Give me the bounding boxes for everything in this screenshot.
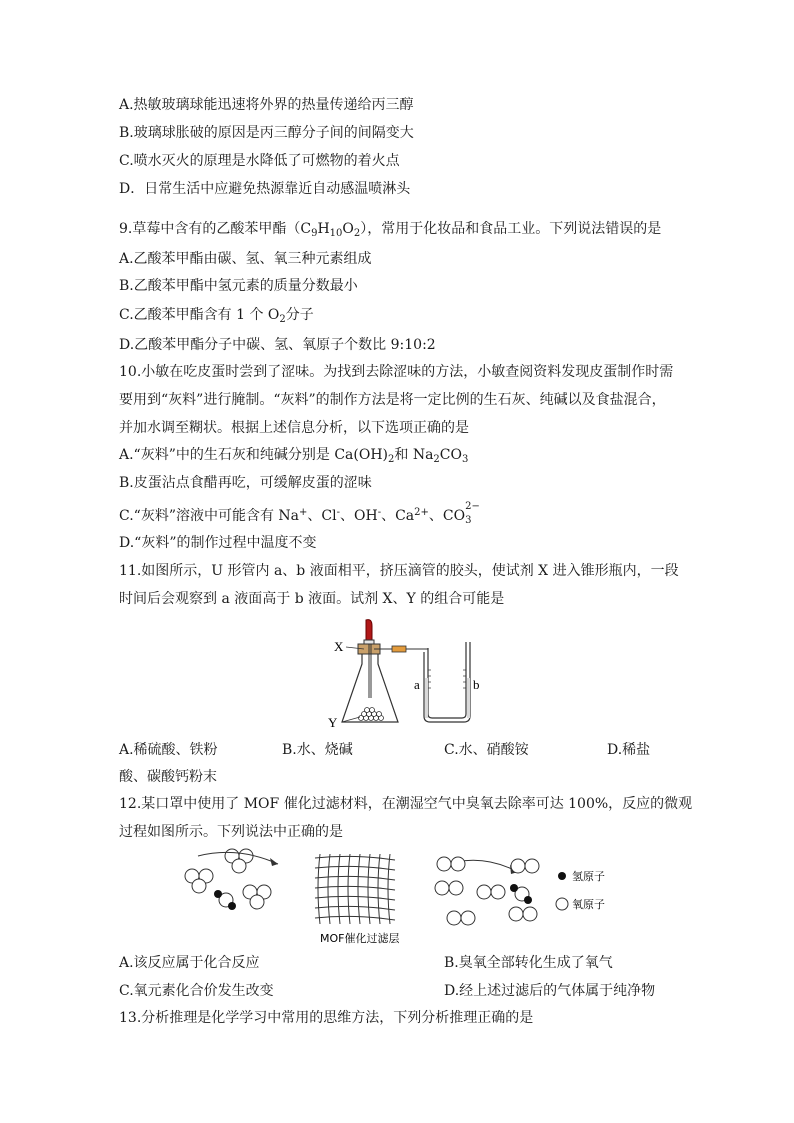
q9-option-c: C.乙酸苯甲酯含有 1 个 $O_2$分子	[119, 307, 314, 325]
q11-option-d: D.稀盐	[607, 742, 651, 758]
dropper-bulb	[366, 620, 372, 640]
legend-o-icon	[556, 898, 568, 910]
q9-option-a: A.乙酸苯甲酯由碳、氢、氧三种元素组成	[119, 251, 372, 267]
water-molecule-right	[510, 884, 532, 904]
q13-stem: 13.分析推理是化学学习中常用的思维方法，下列分析推理正确的是	[119, 1010, 534, 1026]
q10-stem-line3: 并加水调至糊状。根据上述信息分析，以下选项正确的是	[119, 420, 469, 436]
q11-apparatus-figure	[328, 618, 498, 730]
q8-option-c: C.喷水灭火的原理是水降低了可燃物的着火点	[119, 153, 400, 169]
q9-option-d: D.乙酸苯甲酯分子中碳、氢、氧原子个数比 9:10:2	[119, 337, 436, 353]
q12-mof-filter-figure	[180, 846, 630, 946]
q12-stem-line2: 过程如图所示。下列说法中正确的是	[119, 824, 343, 840]
q12-option-d: D.经上述过滤后的气体属于纯净物	[444, 983, 656, 999]
q10-option-b: B.皮蛋沾点食醋再吃，可缓解皮蛋的涩味	[119, 475, 372, 491]
q10-stem-line2: 要用到“灰料”进行腌制。“灰料”的制作方法是将一定比例的生石灰、纯碱以及食盐混合，	[119, 392, 666, 408]
rubber-connector	[392, 646, 406, 652]
q11-option-d-continued: 酸、碳酸钙粉末	[119, 769, 217, 785]
label-y: Y	[328, 715, 338, 730]
mof-caption: MOF催化过滤层	[320, 932, 400, 945]
q10-stem-line1: 10.小敏在吃皮蛋时尝到了涩味。为找到去除涩味的方法，小敏查阅资料发现皮蛋制作时需	[119, 364, 674, 380]
q9-option-b: B.乙酸苯甲酯中氢元素的质量分数最小	[119, 278, 358, 294]
q8-option-a: A.热敏玻璃球能迅速将外界的热量传递给丙三醇	[119, 97, 414, 113]
q11-stem-line1: 11.如图所示，U 形管内 a、b 液面相平，挤压滴管的胶头，使试剂 X 进入锥形瓶内，一段	[119, 563, 679, 579]
q12-option-c: C.氧元素化合价发生改变	[119, 983, 274, 999]
q8-option-b: B.玻璃球胀破的原因是丙三醇分子间的间隔变大	[119, 125, 414, 141]
label-b: b	[473, 677, 480, 692]
q12-option-a: A.该反应属于化合反应	[119, 955, 260, 971]
u-tube	[428, 642, 466, 718]
legend-o-label: 氧原子	[572, 898, 605, 911]
q11-option-b: B.水、烧碱	[282, 742, 353, 758]
q8-option-d: D．日常生活中应避免热源靠近自动感温喷淋头	[119, 181, 411, 197]
q10-option-d: D.“灰料”的制作过程中温度不变	[119, 535, 317, 551]
q9-stem: 9.草莓中含有的乙酸苯甲酯$(C_9H_{10}O_2)$，常用于化妆品和食品工业。下列说法错误的是	[119, 221, 662, 239]
u-tube-liquid	[425, 678, 428, 718]
solid-y-particles	[359, 708, 384, 721]
q11-option-a: A.稀硫酸、铁粉	[119, 742, 218, 758]
q10-option-c: C.“灰料”溶液中可能含有 Na+、Cl-、OH-、$Ca^{2+}$、CO 2− 3	[119, 501, 480, 526]
q11-stem-line2: 时间后会观察到 a 液面高于 b 液面。试剂 X、Y 的组合可能是	[119, 591, 505, 607]
q12-option-b: B.臭氧全部转化生成了氧气	[444, 955, 613, 971]
legend-h-icon	[558, 872, 566, 880]
mof-mesh	[315, 854, 395, 924]
q10-option-a: A.“灰料”中的生石灰和纯碱分别是 $Ca(OH)_2$和 $Na_2CO_3$	[119, 447, 469, 465]
q12-stem-line1: 12.某口罩中使用了 MOF 催化过滤材料，在潮湿空气中臭氧去除率可达 100%，反应的微观	[119, 796, 693, 812]
water-molecule-left	[214, 890, 236, 910]
dropper-neck	[364, 640, 374, 644]
label-a: a	[414, 677, 420, 692]
label-x: X	[334, 639, 344, 654]
q11-option-c: C.水、硝酸铵	[444, 742, 529, 758]
legend-h-label: 氢原子	[572, 870, 605, 883]
